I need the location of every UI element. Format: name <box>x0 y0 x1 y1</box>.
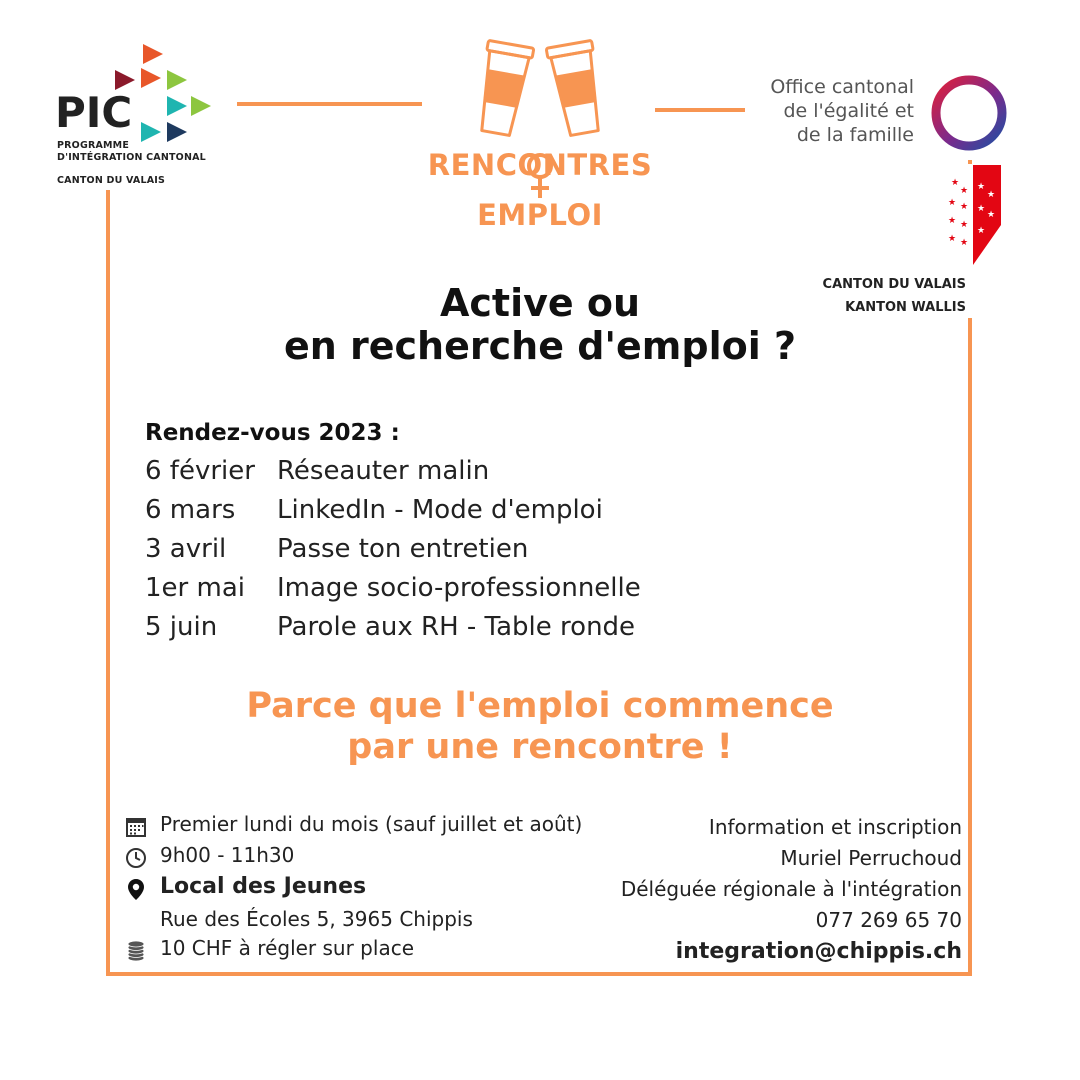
svg-text:★: ★ <box>977 204 986 214</box>
coins-icon <box>125 940 147 962</box>
headline <box>140 282 940 368</box>
time-text: 9h00 - 11h30 <box>160 843 295 867</box>
frame-line-top-left <box>237 102 422 106</box>
svg-text:★: ★ <box>977 226 986 236</box>
schedule-topic: Parole aux RH - Table ronde <box>277 612 636 642</box>
contact-name: Muriel Perruchoud <box>780 846 962 870</box>
price-text: 10 CHF à régler sur place <box>160 936 414 960</box>
schedule-date: 1er mai <box>145 573 245 603</box>
when-text: Premier lundi du mois (sauf juillet et août) <box>160 812 583 836</box>
event-logo-line2: EMPLOI <box>477 198 603 232</box>
svg-text:★: ★ <box>951 178 960 188</box>
two-cups-cheers-icon <box>465 36 615 146</box>
frame-line-right <box>968 318 972 976</box>
schedule-topic: Passe ton entretien <box>277 534 529 564</box>
svg-text:★: ★ <box>977 182 986 192</box>
gradient-ring-icon <box>928 72 1010 154</box>
svg-text:★: ★ <box>987 210 996 220</box>
valais-line1: CANTON DU VALAIS <box>822 277 966 292</box>
headline-line2: en recherche d'emploi ? <box>283 324 797 368</box>
office-line1: Office cantonal <box>770 76 914 98</box>
pic-logo-name: PIC <box>55 88 133 137</box>
schedule-topic: Image socio-professionnelle <box>277 573 641 603</box>
svg-text:★: ★ <box>960 220 969 230</box>
svg-text:★: ★ <box>948 234 957 244</box>
schedule-date: 6 mars <box>145 495 236 525</box>
frame-line-right-top-tick <box>968 160 972 164</box>
event-logo-line1: RENCONTRES <box>427 148 653 182</box>
office-line3: de la famille <box>796 124 914 146</box>
tagline-line2: par une rencontre ! <box>347 727 733 767</box>
pic-logo-subtitle <box>57 140 206 164</box>
clock-icon <box>125 847 147 869</box>
office-line2: de l'égalité et <box>783 100 914 122</box>
schedule-date: 6 février <box>145 456 255 486</box>
schedule-topic: LinkedIn - Mode d'emploi <box>277 495 603 525</box>
tagline <box>140 686 940 768</box>
valais-flag-icon <box>945 165 1005 265</box>
pic-subtitle-line2: D'INTÉGRATION CANTONAL <box>57 152 206 163</box>
calendar-icon <box>125 816 147 838</box>
contact-email-link[interactable]: integration@chippis.ch <box>675 939 962 964</box>
schedule-date: 5 juin <box>145 612 218 642</box>
contact-info <box>621 812 962 967</box>
schedule-date: 3 avril <box>145 534 227 564</box>
svg-text:★: ★ <box>948 216 957 226</box>
svg-text:★: ★ <box>948 198 957 208</box>
tagline-line1: Parce que l'emploi commence <box>246 686 834 726</box>
contact-phone[interactable]: 077 269 65 70 <box>815 908 962 932</box>
svg-text:★: ★ <box>987 190 996 200</box>
venus-symbol-icon <box>520 150 560 200</box>
place-text: Local des Jeunes <box>160 874 367 899</box>
pic-subtitle-line1: PROGRAMME <box>57 140 130 151</box>
headline-line1: Active ou <box>439 281 641 325</box>
frame-line-bottom <box>106 972 972 976</box>
frame-line-left <box>106 190 110 976</box>
office-logo-text <box>694 75 914 147</box>
pic-logo-canton: CANTON DU VALAIS <box>57 175 166 186</box>
pic-logo <box>55 40 235 190</box>
svg-text:★: ★ <box>960 202 969 212</box>
svg-text:★: ★ <box>960 238 969 248</box>
location-pin-icon <box>125 876 147 902</box>
valais-line2: KANTON WALLIS <box>845 300 966 315</box>
svg-text:★: ★ <box>960 186 969 196</box>
contact-role: Déléguée régionale à l'intégration <box>620 877 962 901</box>
address-text: Rue des Écoles 5, 3965 Chippis <box>160 907 473 931</box>
schedule-title: Rendez-vous 2023 : <box>145 420 400 446</box>
contact-heading: Information et inscription <box>708 815 962 839</box>
schedule-topic: Réseauter malin <box>277 456 490 486</box>
